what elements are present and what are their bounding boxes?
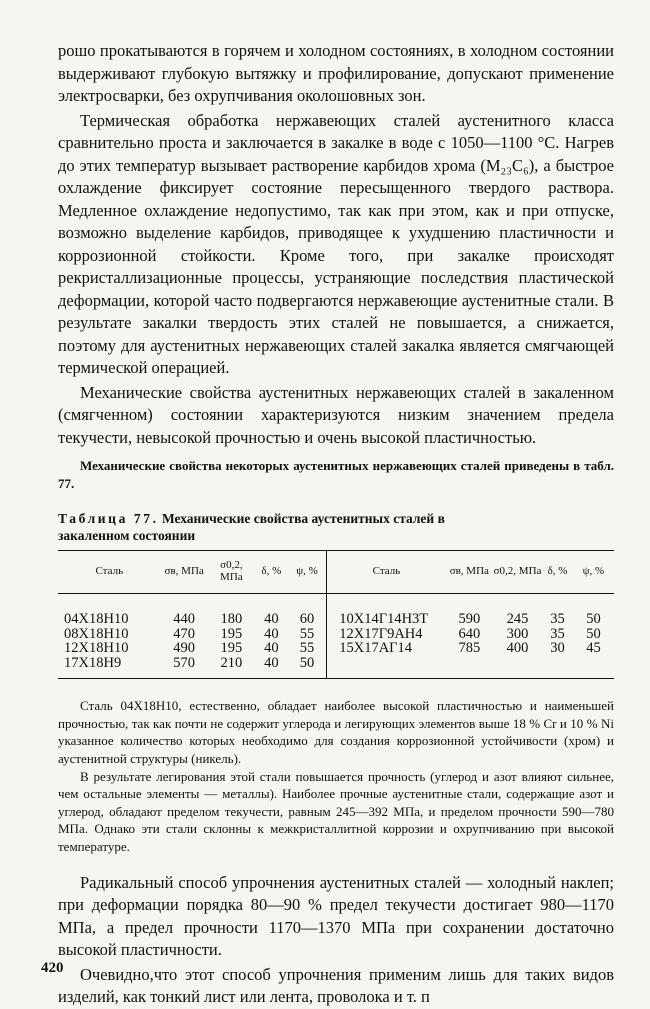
table-cell [327, 656, 446, 679]
table-cell: 590 [458, 611, 481, 628]
table-caption [58, 510, 478, 544]
page-number: 420 [41, 960, 64, 976]
paragraph-cold-work: Радикальный способ упрочнения аустенитных сталей — холодный наклеп; при деформации порядка 80—90 % предел текучести достигает 980—1170 МПа, а предел прочности 1170—1370 МПа при сохранении достаточно высокой пластичности. [58, 872, 614, 960]
header-steel-2: Сталь [327, 551, 446, 594]
table-cell: 195 [220, 625, 243, 642]
table-cell [542, 656, 573, 679]
table-cell: 300 [506, 625, 529, 642]
table-header-row [58, 551, 614, 594]
table-row [58, 627, 614, 642]
paragraph-heat-treatment: Термическая обработка нержавеющих сталей аустенитного класса сравнительно проста и заключается в закалке в воде с 1050—1100 °С. Нагрев до этих температур вызывает растворение карбидов хрома (M₂₃C₆), а быстрое охлаждение фиксирует состояние пересыщенного твердого раствора. Медленное охлаждение недопустимо, так как при этом, как и при отпуске, возможно выделение карбидов, приводящее к ухудшению пластичности и коррозионной стойкости. Кроме того, при закалке происходят рекристаллизационные процессы, устраняющие последствия пластической деформации, которой часто подвергаются нержавеющие аустенитные стали. В результате закалки твердость этих сталей не повышается, а снижается, поэтому для аустенитных нержавеющих сталей закалка является смягчающей термической операцией. [58, 110, 614, 377]
table-cell: 12Х18Н10 [64, 640, 129, 657]
small-paragraph-alloying: В результате легирования этой стали повышается прочность (углерод и азот влияют сильнее, чем остальные элементы — металлы). Наиболее прочные аустенитные стали, содержащие азот и углерод, обладают пределом текучести, равным 245—392 МПа, и пределом прочности 590—780 МПа. Однако эти стали склонны к межкристаллитной коррозии и охрупчиванию при высокой температуре. [58, 768, 614, 854]
table-cell: 40 [264, 625, 279, 642]
table-cell: 50 [586, 611, 601, 628]
page-body [58, 40, 614, 1009]
table-cell: 640 [458, 625, 481, 642]
header-reduction-2: ψ, % [582, 565, 605, 578]
table-cell: 50 [586, 625, 601, 642]
table-cell: 210 [220, 654, 243, 671]
table-cell: 785 [458, 640, 481, 657]
header-elongation: δ, % [261, 565, 282, 578]
table-cell [573, 656, 614, 679]
table-cell: 12Х17Г9АН4 [327, 627, 446, 642]
table-cell: 40 [264, 611, 279, 628]
table-cell: 35 [550, 611, 565, 628]
table-cell: 50 [299, 654, 315, 671]
table-cell: 440 [173, 611, 196, 628]
table-cell: 08Х18Н10 [64, 625, 129, 642]
table-cell: 400 [506, 640, 529, 657]
table-cell: 55 [299, 625, 315, 642]
table-cell: 470 [173, 625, 196, 642]
table-row [58, 641, 614, 656]
header-yield-2: σ0,2, МПа [493, 565, 542, 578]
table-cell: 15Х17АГ14 [327, 641, 446, 656]
table-cell [493, 656, 542, 679]
table-cell: 55 [299, 640, 315, 657]
header-reduction: ψ, % [296, 565, 318, 578]
table-title: Механические свойства аустенитных сталей в закаленном состоянии [58, 511, 445, 544]
table-cell: 40 [264, 640, 279, 657]
table-label: Таблица 77. [58, 511, 159, 527]
header-tensile: σв, МПа [164, 565, 204, 578]
table-row [58, 656, 614, 679]
header-yield: σ0,2, МПа [220, 559, 243, 584]
header-steel: Сталь [95, 565, 124, 578]
table-cell: 570 [173, 654, 196, 671]
header-elongation-2: δ, % [547, 565, 568, 578]
paragraph-applicability: Очевидно,что этот способ упрочнения применим лишь для таких видов изделий, как тонкий лист или лента, проволока и т. п [58, 964, 614, 1007]
table-row [58, 594, 614, 627]
header-tensile-2: σв, МПа [449, 565, 489, 578]
table-cell: 195 [220, 640, 243, 657]
table-cell: 10Х14Г14Н3Т [327, 594, 446, 627]
table-cell: 45 [586, 640, 601, 657]
table-cell: 180 [220, 611, 243, 628]
table-cell: 60 [299, 611, 315, 628]
table-cell: 04Х18Н10 [64, 611, 129, 628]
paragraph-continuation: рошо прокатываются в горячем и холодном состояниях, в холодном состоянии выдерживают глубокую вытяжку и профилирование, допускают применение электросварки, без охрупчивания околошовных зон. [58, 41, 614, 105]
table-77 [58, 550, 614, 679]
paragraph-mechanical-properties: Механические свойства аустенитных нержавеющих сталей в закаленном (смягченном) состоянии характеризуются низким значением предела текучести, невысокой прочностью и очень высокой пластичностью. [58, 382, 614, 447]
table-cell: 245 [506, 611, 529, 628]
table-cell: 17Х18Н9 [64, 654, 122, 671]
table-cell: 35 [550, 625, 565, 642]
table-cell [446, 656, 493, 679]
note-table-reference: Механические свойства некоторых аустенитных нержавеющих сталей приведены в табл. 77. [58, 458, 614, 491]
table-cell: 40 [264, 654, 279, 671]
small-paragraph-04x18h10: Сталь 04Х18Н10, естественно, обладает наиболее высокой пластичностью и наименьшей прочностью, так как почти не содержит углерода и легирующих элементов выше 18 % Cr и 10 % Ni указанное количество которых необходимо для создания коррозионной устойчивости (хром) и аустенитной структуры (никель). [58, 698, 614, 766]
table-cell: 490 [173, 640, 196, 657]
table-cell: 30 [550, 640, 565, 657]
